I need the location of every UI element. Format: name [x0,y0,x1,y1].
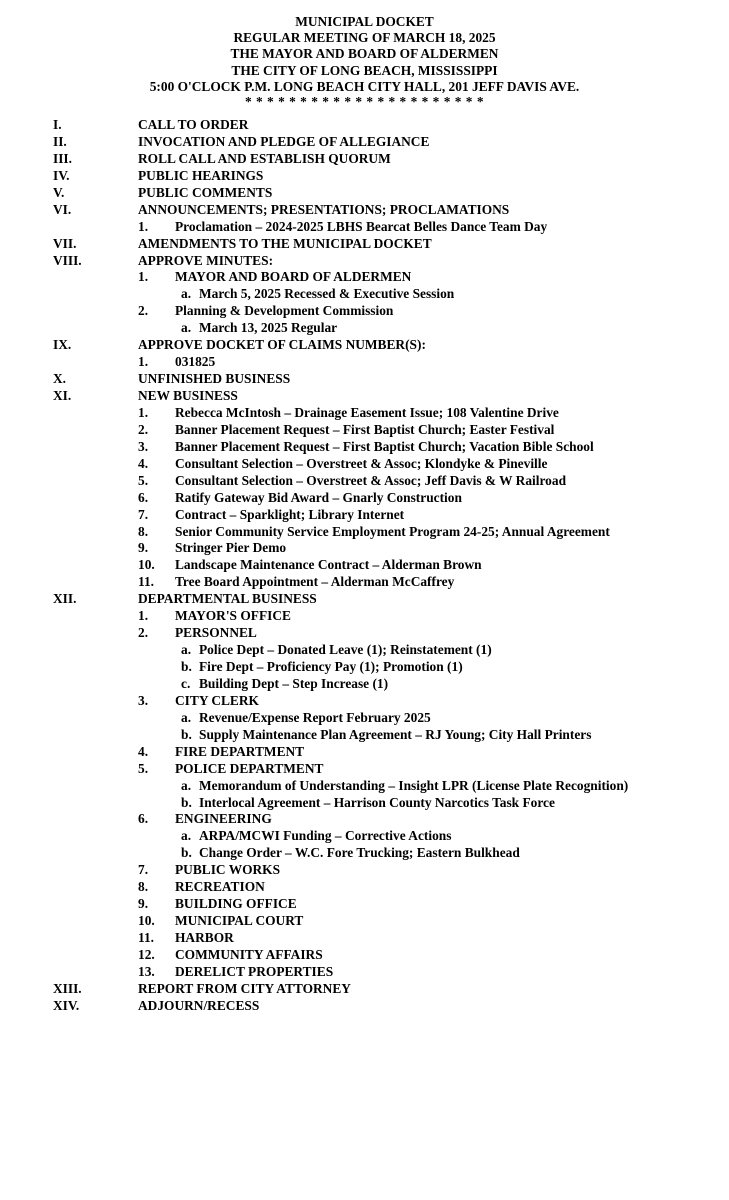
subitem-letter: a. [181,777,192,793]
agenda-subitem [0,320,729,337]
item-text: Consultant Selection – Overstreet & Assoc; Klondyke & Pineville [175,455,548,471]
section-title: ANNOUNCEMENTS; PRESENTATIONS; PROCLAMATIONS [138,201,510,217]
section-number: XIII. [53,980,82,996]
agenda-section [0,236,729,253]
subitem-text: Police Dept – Donated Leave (1); Reinstatement (1) [199,642,492,658]
item-number: 6. [138,489,149,505]
item-text: Banner Placement Request – First Baptist Church; Easter Festival [175,421,555,437]
item-text: Contract – Sparklight; Library Internet [175,506,405,522]
agenda-item [0,405,729,422]
agenda-item [0,913,729,930]
item-number: 9. [138,540,149,556]
agenda-subitem [0,778,729,795]
item-number: 1. [138,404,149,420]
item-number: 1. [138,218,149,234]
agenda-section [0,388,729,405]
subitem-letter: a. [181,320,192,336]
docket-header [0,14,729,109]
item-text: Stringer Pier Demo [175,540,287,556]
agenda-item [0,507,729,524]
agenda-item [0,761,729,778]
agenda-item [0,422,729,439]
agenda-item [0,625,729,642]
item-number: 2. [138,303,149,319]
agenda-section [0,253,729,270]
item-text: 031825 [175,354,216,370]
item-text: ENGINEERING [175,811,272,827]
item-number: 5. [138,472,149,488]
agenda-item [0,540,729,557]
item-number: 9. [138,896,149,912]
section-title: UNFINISHED BUSINESS [138,371,291,387]
city-line: THE CITY OF LONG BEACH, MISSISSIPPI [231,62,498,78]
governing-body-line: THE MAYOR AND BOARD OF ALDERMEN [230,46,499,62]
item-text: Senior Community Service Employment Program 24-25; Annual Agreement [175,523,610,539]
section-title: DEPARTMENTAL BUSINESS [138,591,317,607]
agenda-item [0,473,729,490]
item-text: RECREATION [175,879,265,895]
agenda-item [0,964,729,981]
item-number: 7. [138,862,149,878]
item-text: Proclamation – 2024-2025 LBHS Bearcat Belles Dance Team Day [175,218,548,234]
agenda-subitem [0,642,729,659]
agenda-subitem [0,828,729,845]
subitem-text: Revenue/Expense Report February 2025 [199,709,431,725]
section-title: NEW BUSINESS [138,388,238,403]
item-number: 5. [138,760,149,776]
item-text: Landscape Maintenance Contract – Alderman Brown [175,557,482,573]
item-text: PERSONNEL [175,625,257,641]
subitem-text: March 5, 2025 Recessed & Executive Session [199,286,455,302]
agenda-item [0,490,729,507]
agenda-item [0,354,729,371]
subitem-text: Change Order – W.C. Fore Trucking; Eastern Bulkhead [199,845,520,861]
item-number: 13. [138,963,155,979]
item-text: PUBLIC WORKS [175,862,281,878]
item-text: Ratify Gateway Bid Award – Gnarly Construction [175,489,462,505]
item-text: COMMUNITY AFFAIRS [175,946,323,962]
time-location-line: 5:00 O'CLOCK P.M. LONG BEACH CITY HALL, 201 JEFF DAVIS AVE. [149,78,580,94]
agenda-item [0,524,729,541]
subitem-text: Memorandum of Understanding – Insight LPR (License Plate Recognition) [199,777,629,793]
subitem-letter: b. [181,659,192,674]
section-title: INVOCATION AND PLEDGE OF ALLEGIANCE [138,133,430,149]
item-number: 8. [138,523,149,539]
section-number: VI. [53,201,72,217]
agenda-item [0,557,729,574]
agenda-subitem [0,676,729,693]
item-number: 11. [138,930,154,945]
agenda-item [0,744,729,761]
section-number: V. [53,184,65,200]
agenda-section [0,117,729,134]
item-number: 2. [138,421,149,437]
section-title: PUBLIC HEARINGS [138,167,264,183]
section-number: I. [53,117,62,132]
item-text: MAYOR AND BOARD OF ALDERMEN [175,269,412,285]
subitem-text: Fire Dept – Proficiency Pay (1); Promotion (1) [199,659,463,674]
subitem-letter: b. [181,845,192,861]
subitem-letter: c. [181,675,191,691]
subitem-letter: a. [181,828,192,844]
item-text: Rebecca McIntosh – Drainage Easement Issue; 108 Valentine Drive [175,404,559,420]
item-number: 1. [138,354,149,370]
item-number: 3. [138,438,149,454]
section-title: AMENDMENTS TO THE MUNICIPAL DOCKET [138,235,432,251]
agenda-item [0,269,729,286]
agenda-item [0,879,729,896]
item-number: 6. [138,811,149,827]
agenda-subitem [0,795,729,812]
section-title: ADJOURN/RECESS [138,997,260,1013]
section-number: X. [53,371,67,387]
item-text: Tree Board Appointment – Alderman McCaffrey [175,574,455,590]
agenda-item [0,693,729,710]
section-number: VII. [53,235,77,251]
agenda-item [0,456,729,473]
item-number: 4. [138,455,149,471]
section-number: II. [53,133,67,149]
agenda-section [0,202,729,219]
agenda-item [0,811,729,828]
section-number: XIV. [53,997,80,1013]
subitem-text: Interlocal Agreement – Harrison County Narcotics Task Force [199,794,555,810]
section-title: APPROVE DOCKET OF CLAIMS NUMBER(S): [138,337,426,353]
section-number: VIII. [53,252,82,268]
subitem-text: March 13, 2025 Regular [199,320,338,336]
agenda-section [0,185,729,202]
subitem-letter: a. [181,642,192,658]
agenda-item [0,930,729,947]
meeting-date-line: REGULAR MEETING OF MARCH 18, 2025 [233,30,496,46]
subitem-text: Supply Maintenance Plan Agreement – RJ Young; City Hall Printers [199,726,592,742]
item-number: 3. [138,692,149,708]
docket-title: MUNICIPAL DOCKET [295,14,434,29]
subitem-text: Building Dept – Step Increase (1) [199,675,389,691]
item-number: 10. [138,557,155,573]
item-number: 11. [138,574,154,590]
section-number: XII. [53,591,77,607]
section-number: III. [53,150,72,166]
agenda-section [0,151,729,168]
section-number: XI. [53,388,72,403]
agenda-item [0,862,729,879]
agenda-item [0,219,729,236]
item-number: 7. [138,506,149,522]
section-title: REPORT FROM CITY ATTORNEY [138,980,351,996]
item-number: 1. [138,608,149,624]
subitem-letter: b. [181,794,192,810]
agenda-section [0,591,729,608]
item-number: 1. [138,269,149,285]
subitem-letter: a. [181,286,192,302]
item-text: DERELICT PROPERTIES [175,963,334,979]
agenda-subitem [0,659,729,676]
agenda-subitem [0,710,729,727]
section-number: IV. [53,167,70,183]
agenda-section [0,981,729,998]
agenda-section [0,998,729,1015]
item-text: FIRE DEPARTMENT [175,743,305,759]
agenda-section [0,168,729,185]
agenda-section [0,134,729,151]
item-number: 12. [138,946,155,962]
item-number: 2. [138,625,149,641]
section-title: APPROVE MINUTES: [138,252,274,268]
item-text: CITY CLERK [175,692,259,708]
item-text: MUNICIPAL COURT [175,913,304,929]
agenda-item [0,947,729,964]
agenda-item [0,303,729,320]
item-text: Consultant Selection – Overstreet & Assoc; Jeff Davis & W Railroad [175,472,567,488]
agenda-item [0,608,729,625]
subitem-text: ARPA/MCWI Funding – Corrective Actions [199,828,452,844]
agenda-item [0,439,729,456]
agenda-item [0,896,729,913]
agenda-section [0,371,729,388]
agenda-subitem [0,286,729,303]
item-number: 4. [138,743,149,759]
agenda-subitem [0,727,729,744]
agenda-list [0,117,729,1015]
section-number: IX. [53,337,72,353]
item-text: MAYOR'S OFFICE [175,608,291,624]
section-title: CALL TO ORDER [138,117,249,132]
item-number: 8. [138,879,149,895]
agenda-subitem [0,845,729,862]
subitem-letter: b. [181,726,192,742]
agenda-item [0,574,729,591]
section-title: PUBLIC COMMENTS [138,184,273,200]
section-title: ROLL CALL AND ESTABLISH QUORUM [138,150,391,166]
item-text: Banner Placement Request – First Baptist Church; Vacation Bible School [175,438,594,454]
agenda-section [0,337,729,354]
item-number: 10. [138,913,155,929]
item-text: BUILDING OFFICE [175,896,297,912]
item-text: POLICE DEPARTMENT [175,760,324,776]
item-text: Planning & Development Commission [175,303,394,319]
star-divider: * * * * * * * * * * * * * * * * * * * * * * [244,93,485,109]
item-text: HARBOR [175,930,234,945]
subitem-letter: a. [181,709,192,725]
